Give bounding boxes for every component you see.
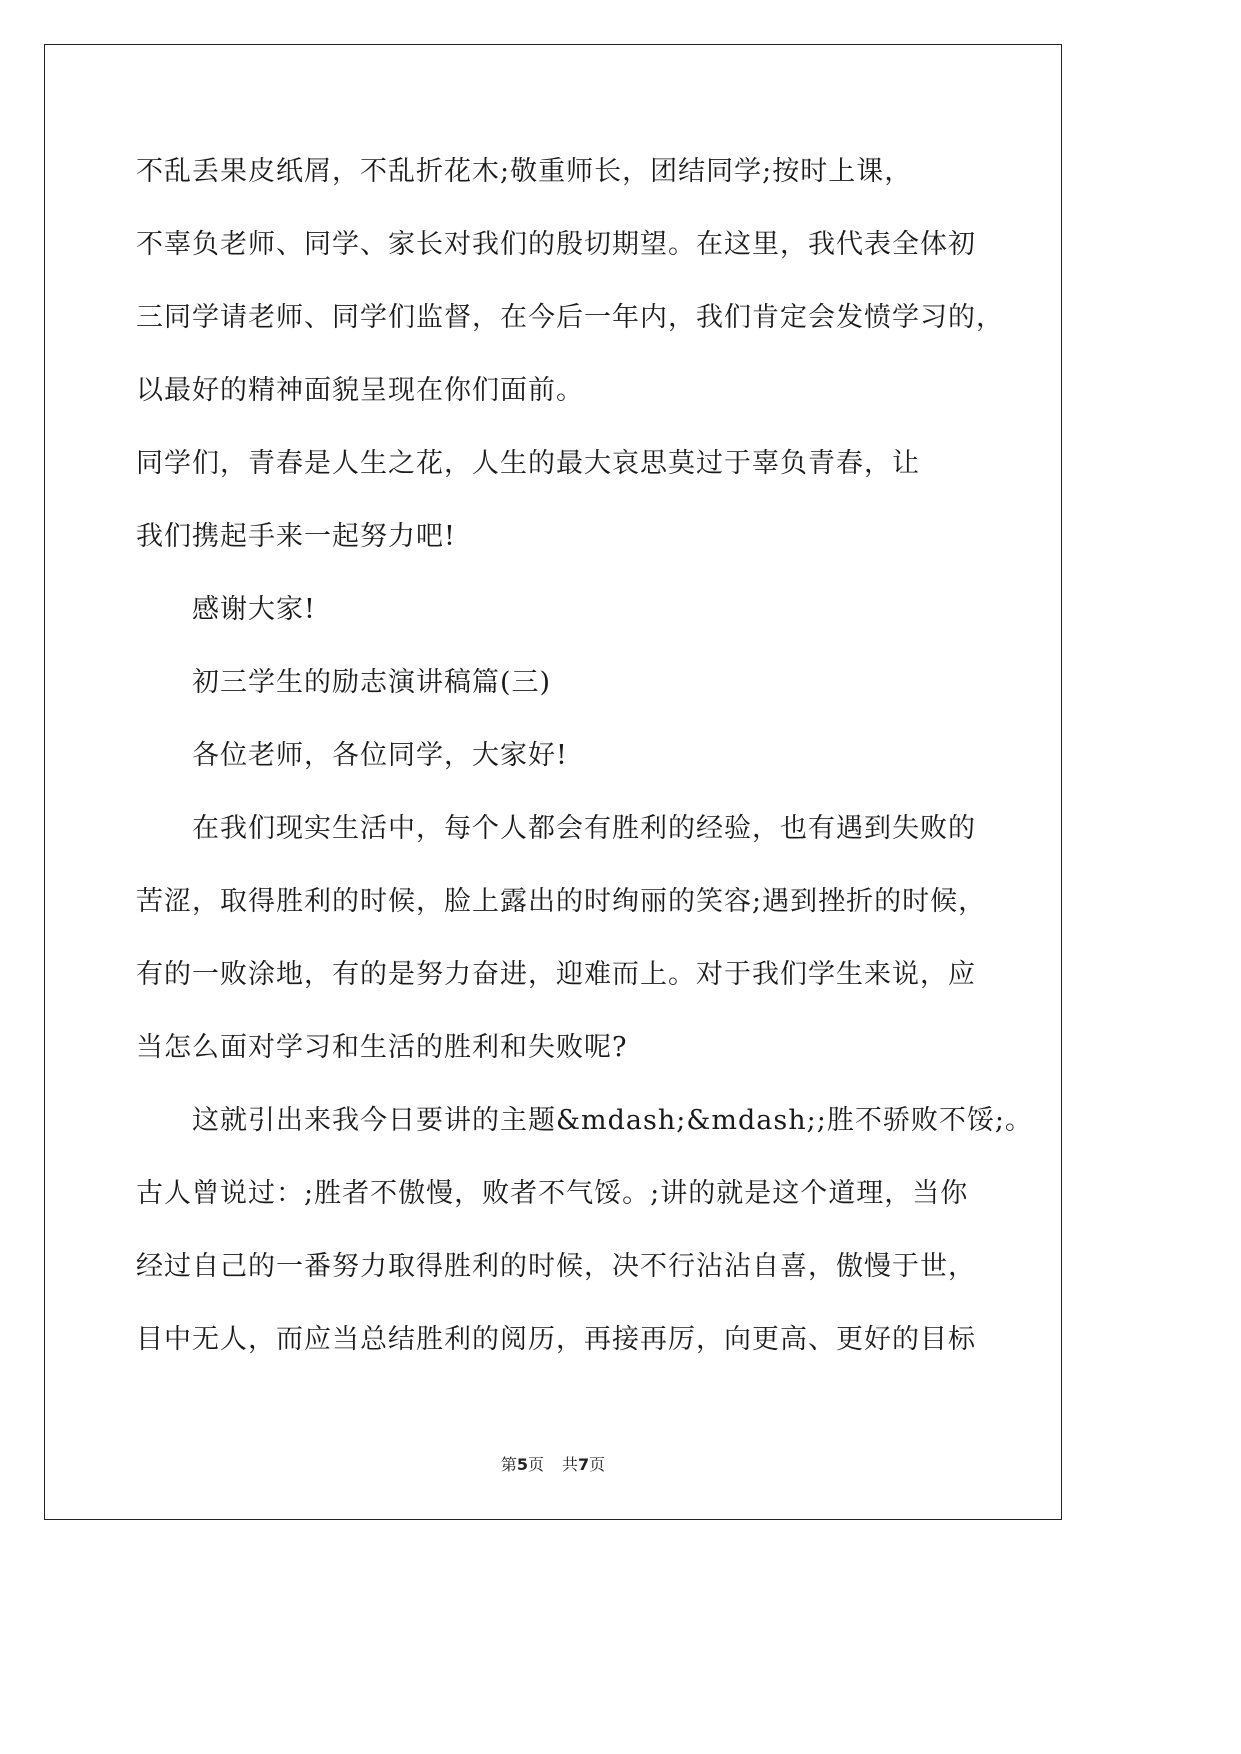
text-line: 同学们，青春是人生之花，人生的最大哀思莫过于辜负青春，让 [136, 448, 920, 479]
page-footer [0, 1452, 1106, 1475]
text-line: 经过自己的一番努力取得胜利的时候，决不行沾沾自喜，傲慢于世， [136, 1251, 976, 1282]
section-heading: 初三学生的励志演讲稿篇(三) [192, 667, 552, 698]
text-line: 这就引出来我今日要讲的主题&mdash;&mdash;;胜不骄败不馁;。 [192, 1105, 1033, 1136]
text-line: 不辜负老师、同学、家长对我们的殷切期望。在这里，我代表全体初 [136, 229, 976, 260]
footer-prefix: 第 [500, 1455, 517, 1474]
text-line: 当怎么面对学习和生活的胜利和失败呢? [136, 1032, 628, 1063]
document-body [136, 148, 1033, 1389]
text-line: 三同学请老师、同学们监督，在今后一年内，我们肯定会发愤学习的， [136, 302, 1004, 333]
text-line: 以最好的精神面貌呈现在你们面前。 [136, 375, 584, 406]
text-line: 在我们现实生活中，每个人都会有胜利的经验，也有遇到失败的 [192, 813, 976, 844]
text-line: 我们携起手来一起努力吧! [136, 521, 456, 552]
text-line: 有的一败涂地，有的是努力奋进，迎难而上。对于我们学生来说，应 [136, 959, 976, 990]
text-line: 不乱丢果皮纸屑，不乱折花木;敬重师长，团结同学;按时上课， [136, 156, 913, 187]
text-line: 感谢大家! [192, 594, 316, 625]
text-line: 目中无人，而应当总结胜利的阅历，再接再厉，向更高、更好的目标 [136, 1324, 976, 1355]
footer-total-suffix: 页 [589, 1455, 606, 1474]
total-pages-number: 7 [578, 1455, 590, 1474]
footer-total-prefix: 共 [562, 1455, 579, 1474]
current-page-number: 5 [516, 1455, 528, 1474]
text-line: 各位老师，各位同学，大家好! [192, 740, 568, 771]
footer-page-suffix: 页 [527, 1455, 544, 1474]
text-line: 苦涩，取得胜利的时候，脸上露出的时绚丽的笑容;遇到挫折的时候， [136, 886, 987, 917]
text-line: 古人曾说过：;胜者不傲慢，败者不气馁。;讲的就是这个道理，当你 [136, 1178, 969, 1209]
